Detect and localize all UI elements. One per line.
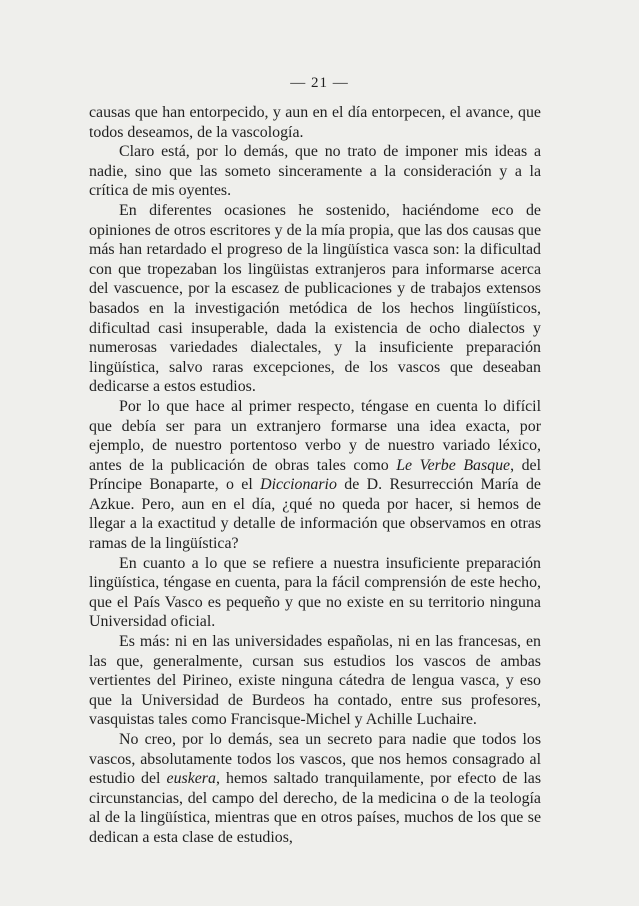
italic-title: euskera: [166, 770, 216, 788]
text-run: Por lo que hace al primer respecto, téngase en cuenta lo difícil que debía ser para un extranjero formarse una idea exacta, por ejemplo, de nuestro portentoso verbo y de nuestro variado léxico, antes de la publicación de obras tales como: [89, 397, 541, 474]
text-run: , hemos saltado tranquilamente, por efecto de las circunstancias, del campo del derecho, de la medicina o de la teología al de la lingüística, mientras que en otros países, muchos de los que se dedican a esta clase de estudios,: [89, 770, 542, 846]
paragraph: [89, 554, 541, 632]
text-run: En diferentes ocasiones he sostenido, haciéndome eco de opiniones de otros escritores y de la mía propia, que las dos causas que más han retardado el progreso de la lingüística vasca son: la dificultad con que tropezaban los lingüistas extranjeros para informarse acerca del vascuence, por la escasez de publicaciones y de trabajos extensos basados en la investigación metódica de los hechos lingüísticos, dificultad casi insuperable, dada la existencia de ocho dialectos y numerosas variedades dialectales, y la insuficiente preparación lingüística, salvo raras excepciones, de los vascos que deseaban dedicarse a estos estudios.: [89, 201, 541, 396]
text-run: de D. Resurrección María de Azkue. Pero, aun en el día, ¿qué no queda por hacer, si hemos de llegar a la exactitud y detalle de información que observamos en otras ramas de la lingüística?: [89, 476, 541, 553]
italic-title: Diccionario: [260, 476, 337, 494]
text-run: No creo, por lo demás, sea un secreto para nadie que todos los vascos, absolutamente todos los vascos, que nos hemos consagrado al estudio del: [89, 731, 541, 788]
page-number: — 21 —: [290, 75, 349, 91]
text-run: causas que han entorpecido, y aun en el día entorpecen, el avance, que todos deseamos, de la vascología.: [89, 104, 541, 141]
paragraph: [89, 730, 541, 848]
paragraph: [89, 103, 541, 142]
body-text: [89, 103, 541, 848]
paragraph: [89, 632, 541, 730]
paragraph: [89, 397, 541, 554]
text-run: Es más: ni en las universidades españolas, ni en las francesas, en las que, generalmente, cursan sus estudios los vascos de ambas vertientes del Pirineo, existe ninguna cátedra de lengua vasca, y eso que la Universidad de Burdeos ha contado, entre sus profesores, vasquistas tales como Francisque-Michel y Achille Luchaire.: [89, 633, 541, 729]
italic-title: Le Verbe Basque: [396, 456, 511, 474]
text-run: , del Príncipe Bonaparte, o el: [89, 456, 542, 494]
paragraph: [89, 201, 541, 397]
text-run: Claro está, por lo demás, que no trato de imponer mis ideas a nadie, sino que las someto sinceramente a la consideración y a la crítica de mis oyentes.: [89, 143, 541, 200]
paragraph: [89, 142, 541, 201]
text-run: En cuanto a lo que se refiere a nuestra insuficiente preparación lingüística, téngase en cuenta, para la fácil comprensión de este hecho, que el País Vasco es pequeño y que no existe en su territorio ninguna Universidad oficial.: [89, 554, 541, 631]
